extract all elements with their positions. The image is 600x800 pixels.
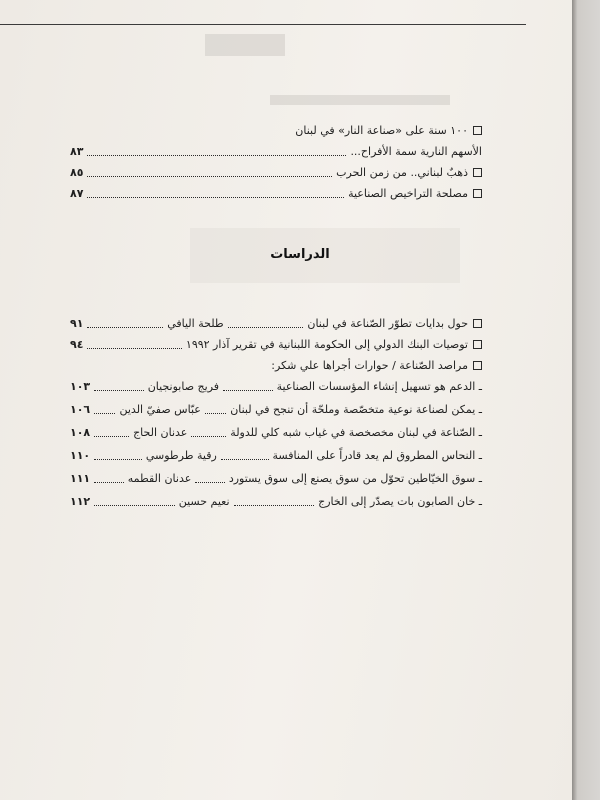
dot-leader bbox=[87, 168, 332, 177]
checkbox-square-icon bbox=[473, 361, 482, 370]
checkbox-square-icon bbox=[473, 126, 482, 135]
dot-leader bbox=[94, 474, 124, 483]
dot-leader bbox=[87, 319, 163, 328]
author: فريج صابونجيان bbox=[147, 380, 220, 393]
top-rule bbox=[0, 24, 526, 25]
page-edge bbox=[572, 0, 600, 800]
dot-leader bbox=[94, 497, 175, 506]
dot-leader bbox=[195, 474, 225, 483]
toc-entry: ـ خان الصابون بات يصدّر إلى الخارج نعيم حسين ١١٢ bbox=[69, 495, 482, 508]
dot-leader bbox=[223, 382, 273, 391]
author: نعيم حسين bbox=[178, 495, 230, 508]
toc-entry: مراصد الصّناعة / حوارات أجراها علي شكر: bbox=[70, 357, 482, 374]
toc-entry: حول بدايات تطوّر الصّناعة في لبنان طلحة اليافي ٩١ bbox=[70, 315, 482, 332]
dot-leader bbox=[87, 147, 346, 156]
bleed-through-mark bbox=[205, 34, 285, 56]
author: عدنان القطمه bbox=[127, 472, 192, 485]
toc-entry: ـ النحاس المطروق لم يعد قادراً على المنافسة رقية طرطوسي ١١٠ bbox=[69, 449, 482, 462]
checkbox-square-icon bbox=[473, 168, 482, 177]
checkbox-square-icon bbox=[473, 319, 482, 328]
dot-leader bbox=[87, 189, 344, 198]
section-heading: الدراسات bbox=[270, 247, 330, 262]
dot-leader bbox=[234, 497, 315, 506]
toc-entry: ـ يمكن لصناعة نوعية متخصّصة وملحّة أن تنجح في لبنان عبّاس صفيّ الدين ١٠٦ bbox=[69, 403, 482, 416]
author: رقية طرطوسي bbox=[145, 449, 217, 462]
toc-entry: ـ الدعم هو تسهيل إنشاء المؤسسات الصناعية فريج صابونجيان ١٠٣ bbox=[69, 380, 482, 393]
author: عدنان الحاج bbox=[133, 426, 188, 439]
dot-leader bbox=[228, 319, 304, 328]
toc-entry: ذهبٌ لبناني.. من زمن الحرب ٨٥ bbox=[70, 164, 482, 181]
toc-entry: ـ سوق الخيّاطين تحوّل من سوق يصنع إلى سوق يستورد عدنان القطمه ١١١ bbox=[70, 472, 482, 485]
dot-leader bbox=[94, 428, 129, 437]
dot-leader bbox=[191, 428, 226, 437]
dot-leader bbox=[205, 405, 226, 414]
checkbox-square-icon bbox=[473, 340, 482, 349]
toc-entry: توصيات البنك الدولي إلى الحكومة اللبنانية في تقرير آذار ١٩٩٢ ٩٤ bbox=[70, 336, 482, 353]
checkbox-square-icon bbox=[473, 189, 482, 198]
bleed-through-text bbox=[270, 95, 450, 105]
toc-entry: ـ الصّناعة في لبنان مخصخصة في غياب شبه كلي للدولة عدنان الحاج ١٠٨ bbox=[70, 426, 482, 439]
toc-entry: مصلحة التراخيص الصناعية ٨٧ bbox=[70, 185, 482, 202]
dot-leader bbox=[94, 382, 144, 391]
author: عبّاس صفيّ الدين bbox=[119, 403, 201, 416]
dot-leader bbox=[94, 405, 115, 414]
toc-entry: ١٠٠ سنة على «صناعة النار» في لبنان bbox=[70, 122, 482, 139]
author: طلحة اليافي bbox=[167, 317, 224, 330]
dot-leader bbox=[87, 340, 181, 349]
dot-leader bbox=[94, 451, 142, 460]
toc-entry: الأسهم النارية سمة الأفراح... ٨٣ bbox=[70, 145, 482, 158]
dot-leader bbox=[221, 451, 269, 460]
